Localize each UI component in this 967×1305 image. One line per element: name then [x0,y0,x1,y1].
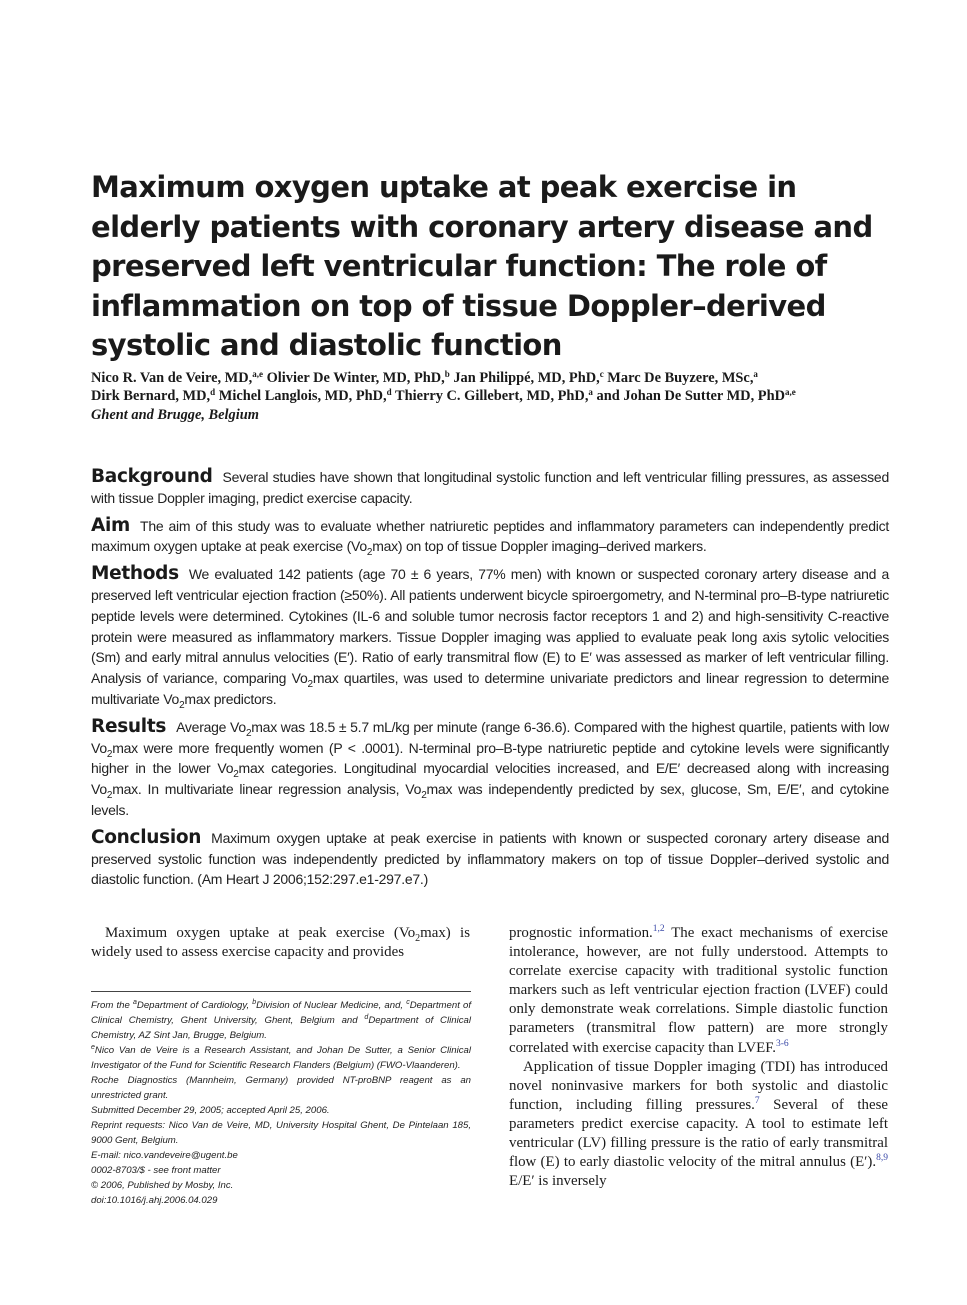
affiliation: Ghent and Brugge, Belgium [91,407,259,423]
body-column-left [91,924,470,962]
body-paragraph: prognostic information.$^{1,2}$ The exact mechanisms of exercise intolerance, however, are not fully understood. Attempts to correlate exercise capacity with traditional systolic function markers such as left ventricular ejection fraction (LVEF) could only demonstrate weak correlations. Simple diastolic function parameters (transmitral flow pattern) are more strongly correlated with exercise capacity than LVEF.$^{3-6}$ [509,924,888,1056]
author: Marc De Buyzere, MSc,$^a$ [607,369,758,386]
abstract [91,467,889,897]
author: Michel Langlois, MD, PhD,$^d$ [218,387,392,404]
abstract-background: Background Several studies have shown that longitudinal systolic function and left ventricular filling pressures, as assessed with tissue Doppler imaging, predict exercise capacity. [91,466,889,506]
author: Dirk Bernard, MD,$^d$ [91,387,216,404]
body-paragraph: Application of tissue Doppler imaging (TDI) has introduced novel noninvasive markers for both systolic and diastolic function, including filling pressures.$^7$ Several of these parameters predict exercise capacity. A tool to estimate left ventricular (LV) filling pressure is the ratio of early transmitral flow (E) to early diastolic velocity of the mitral annulus (E′).$^{8,9}$ E/E′ is inversely [509,1058,888,1190]
citation-link[interactable]: 8,9 [876,1153,888,1164]
footnote-issn: 0002-8703/$ - see front matter [91,1165,221,1176]
abstract-results: Results Average $Vo_2\max$ was 18.5 ± 5.7 mL/kg per minute (range 6-36.6). Compared with the highest quartile, patients with low $Vo_2\max$ were more frequently women (P < .0001). N-terminal pro–B-type natriuretic peptide and cytokine levels were significantly higher in the lower $Vo_2\max$ categories. Longitudinal myocardial velocities increased, and E/E′ decreased along with increasing $Vo_2\max$. In multivariate linear regression analysis, $Vo_2\max$ was independently predicted by sex, glucose, Sm, E/E′, and cytokine levels. [91,715,890,818]
section-heading: Aim [91,514,131,536]
footnote-affiliations: From the $^a$Department of Cardiology, $^b$Division of Nuclear Medicine, and, $^c$Department of Clinical Chemistry, Ghent University, Ghent, Belgium and $^d$Department of Clinical Chemistry, AZ Sint Jan, Brugge, Belgium. [91,999,471,1041]
footnotes [91,998,471,1208]
author: Jan Philippé, MD, PhD,$^c$ [453,369,604,386]
footnote-copyright: © 2006, Published by Mosby, Inc. [91,1180,234,1191]
author: Nico R. Van de Veire, MD,$^{a,e}$ [91,369,263,386]
footnote-doi[interactable]: doi:10.1016/j.ahj.2006.04.029 [91,1195,218,1206]
footnote-reprint: Reprint requests: Nico Van de Veire, MD, University Hospital Ghent, De Pintelaan 185, 9000 Gent, Belgium. [91,1120,471,1146]
citation-link[interactable]: 3-6 [776,1038,789,1049]
abstract-methods: Methods We evaluated 142 patients (age 70 ± 6 years, 77% men) with known or suspected coronary artery disease and a preserved left ventricular ejection fraction (≥50%). All patients underwent bicycle spiroergometry, and N-terminal pro–B-type natriuretic peptide levels were determined. Cytokines (IL-6 and soluble tumor necrosis factor receptors 1 and 2) and high-sensitivity C-reactive protein were measured as inflammatory markers. Tissue Doppler imaging was applied to evaluate peak long axis sytolic velocities (Sm) and early mitral annulus velocities (E′). Ratio of early transmitral flow (E) to E′ was assessed as marker of left ventricular filling. Analysis of variance, comparing $Vo_2\max$ quartiles, was used to determine univariate predictors and linear regression to determine multivariate $Vo_2\max$ predictors. [91,563,890,711]
abstract-conclusion: Conclusion Maximum oxygen uptake at peak exercise in patients with known or suspected coronary artery disease and preserved systolic function was independently predicted by inflammatory makers on top of tissue Doppler–derived systolic and diastolic function. (Am Heart J 2006;152:297.e1-297.e7.) [91,826,889,888]
body-column-right [509,924,888,1191]
author: Thierry C. Gillebert, MD, PhD,$^a$ [394,387,593,404]
section-heading: Conclusion [91,826,202,848]
citation-link[interactable]: 1,2 [652,924,665,934]
section-heading: Background [91,466,213,487]
section-heading: Methods [91,563,179,585]
body-paragraph: Maximum oxygen uptake at peak exercise $(Vo_2\max)$ is widely used to assess exercise capacity and provides [91,925,470,961]
footnote-divider [91,991,471,992]
article-title: Maximum oxygen uptake at peak exercise in elderly patients with coronary artery disease and preserved left ventricular function: The role of inflammation on top of tissue Doppler–derived systolic and diastolic function [91,170,873,362]
abstract-aim: Aim The aim of this study was to evaluate whether natriuretic peptides and inflammatory parameters can independently predict maximum oxygen uptake at peak exercise $(Vo_2\max)$ on top of tissue Doppler imaging–derived markers. [91,514,889,559]
footnote-email[interactable]: E-mail: nico.vandeveire@ugent.be [91,1150,238,1161]
author-list [91,369,896,405]
section-heading: Results [91,715,167,737]
footnote-funding: $^e$Nico Van de Veire is a Research Assistant, and Johan De Sutter, a Senior Clinical Investigator of the Fund for Scientific Research Flanders (Belgium) (FWO-Vlaanderen). [91,1044,471,1071]
author: and Johan De Sutter MD, PhD$^{a,e}$ [596,387,796,404]
footnote-submitted: Submitted December 29, 2005; accepted April 25, 2006. [91,1105,330,1116]
author: Olivier De Winter, MD, PhD,$^b$ [266,369,450,386]
footnote-grant: Roche Diagnostics (Mannheim, Germany) provided NT-proBNP reagent as an unrestricted grant. [91,1075,471,1101]
citation-link[interactable]: 7 [754,1095,760,1106]
